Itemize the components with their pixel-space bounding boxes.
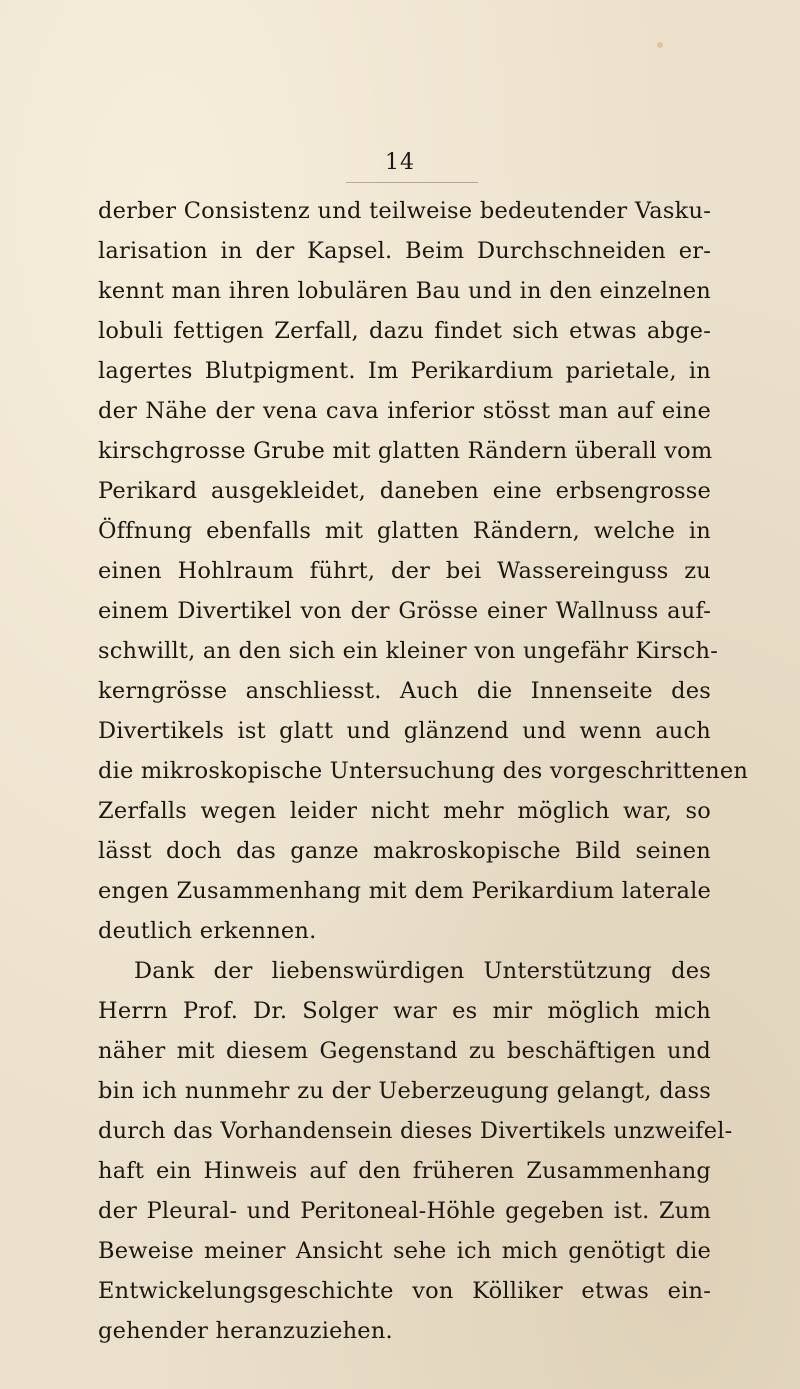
text-line: Zerfalls wegen leider nicht mehr möglich war, so	[98, 798, 711, 824]
text-line: einem Divertikel von der Grösse einer Wallnuss auf-	[98, 598, 711, 624]
text-line: durch das Vorhandensein dieses Divertikels unzweifel-	[98, 1118, 733, 1144]
body-text	[0, 194, 800, 1354]
text-line: engen Zusammenhang mit dem Perikardium laterale	[98, 878, 711, 904]
text-line: einen Hohlraum führt, der bei Wassereinguss zu	[98, 558, 711, 584]
paper-stain	[657, 42, 663, 48]
text-line: näher mit diesem Gegenstand zu beschäftigen und	[98, 1038, 711, 1064]
text-line: die mikroskopische Untersuchung des vorgeschrittenen	[98, 758, 749, 784]
text-line: Perikard ausgekleidet, daneben eine erbsengrosse	[98, 478, 711, 504]
text-line: gehender heranzuziehen.	[98, 1318, 393, 1344]
text-line: kirschgrosse Grube mit glatten Rändern überall vom	[98, 438, 713, 464]
text-line: haft ein Hinweis auf den früheren Zusammenhang	[98, 1158, 711, 1184]
header-rule	[346, 182, 478, 183]
text-line: Entwickelungsgeschichte von Kölliker etwas ein-	[98, 1278, 711, 1304]
text-line: lässt doch das ganze makroskopische Bild seinen	[98, 838, 711, 864]
text-line: derber Consistenz und teilweise bedeutender Vasku-	[98, 198, 711, 224]
text-line: Dank der liebenswürdigen Unterstützung des	[134, 958, 711, 984]
text-line: kerngrösse anschliesst. Auch die Innenseite des	[98, 678, 711, 704]
text-line: der Nähe der vena cava inferior stösst man auf eine	[98, 398, 711, 424]
text-line: kennt man ihren lobulären Bau und in den einzelnen	[98, 278, 711, 304]
text-line: Herrn Prof. Dr. Solger war es mir möglich mich	[98, 998, 711, 1024]
text-line: lagertes Blutpigment. Im Perikardium parietale, in	[98, 358, 711, 384]
text-line: larisation in der Kapsel. Beim Durchschneiden er-	[98, 238, 711, 264]
page-number: 14	[385, 150, 415, 175]
text-line: bin ich nunmehr zu der Ueberzeugung gelangt, dass	[98, 1078, 711, 1104]
text-line: der Pleural- und Peritoneal-Höhle gegeben ist. Zum	[98, 1198, 711, 1224]
text-line: Öffnung ebenfalls mit glatten Rändern, welche in	[98, 518, 711, 544]
text-line: lobuli fettigen Zerfall, dazu findet sich etwas abge-	[98, 318, 711, 344]
text-line: deutlich erkennen.	[98, 918, 317, 944]
text-line: Divertikels ist glatt und glänzend und wenn auch	[98, 718, 711, 744]
text-line: Beweise meiner Ansicht sehe ich mich genötigt die	[98, 1238, 711, 1264]
text-line: schwillt, an den sich ein kleiner von ungefähr Kirsch-	[98, 638, 718, 664]
